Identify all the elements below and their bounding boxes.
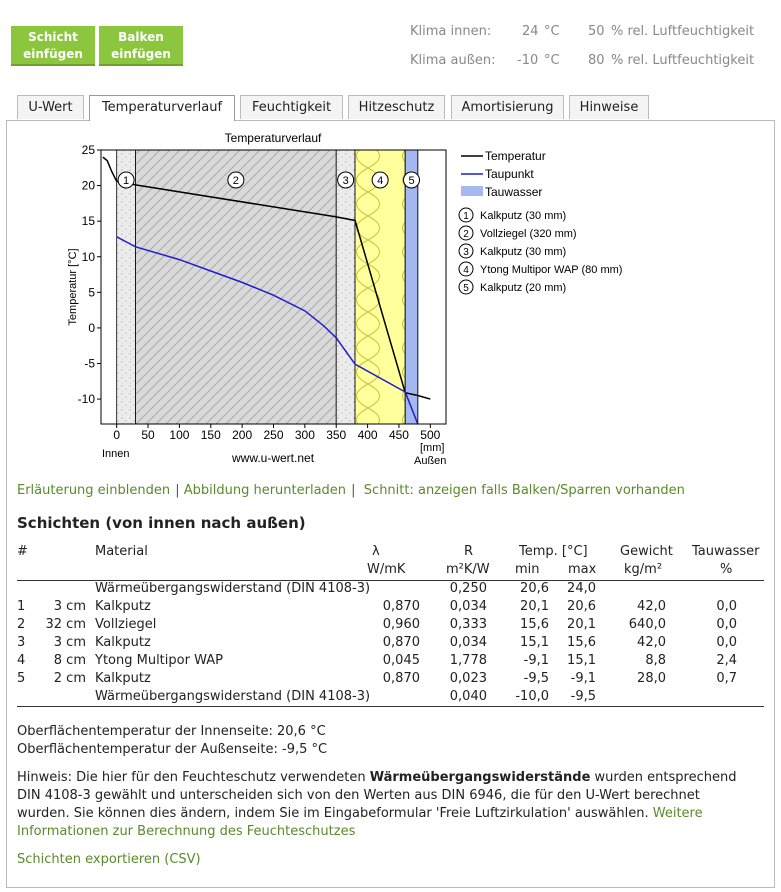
legend-label-temperatur: Temperatur	[485, 149, 546, 163]
klima-aussen-temp[interactable]: -10	[517, 53, 539, 68]
cell-thick: 2 cm	[53, 671, 86, 686]
aussen-label: Außen	[414, 455, 447, 467]
einfuegen-label: einfügen	[23, 47, 83, 61]
surface-temp-innen: Oberflächentemperatur der Innenseite: 20,6 °C	[17, 724, 326, 739]
col-gewicht-unit: kg/m²	[624, 562, 663, 577]
y-tick-label: 10	[81, 249, 95, 264]
layer-marker-number: 1	[123, 175, 130, 187]
cell-max: 15,1	[567, 653, 596, 668]
legend-label-tauwasser: Tauwasser	[485, 185, 543, 199]
col-r-header: R	[464, 544, 474, 559]
cell-min: 15,1	[520, 635, 549, 650]
tab-hitzeschutz[interactable]: Hitzeschutz	[348, 95, 445, 119]
col-tauwasser-header: Tauwasser	[692, 544, 760, 559]
surface-temp-aussen: Oberflächentemperatur der Außenseite: -9,5 °C	[17, 742, 328, 757]
cell-thick: 3 cm	[53, 599, 86, 614]
y-tick-label: 20	[81, 178, 95, 193]
klima-aussen-unit: °C	[544, 53, 560, 68]
tab-feuchtigkeit[interactable]: Feuchtigkeit	[240, 95, 343, 119]
x-tick-label: 500	[420, 428, 441, 442]
legend-layer-name: Ytong Multipor WAP (80 mm)	[480, 264, 623, 276]
col-temp-header: Temp. [°C]	[519, 544, 588, 559]
schicht-label: Schicht	[28, 30, 78, 44]
klima-innen-temp[interactable]: 24	[522, 24, 539, 39]
tab-hinweise[interactable]: Hinweise	[569, 95, 649, 119]
legend-layer-number: 2	[463, 229, 469, 240]
cell-r: 0,250	[449, 581, 487, 596]
cell-num: 2	[17, 617, 26, 632]
klima-aussen-humidity-label: % rel. Luftfeuchtigkeit	[611, 53, 755, 68]
legend-layer-name: Kalkputz (30 mm)	[480, 210, 567, 222]
y-tick-label: 0	[88, 320, 95, 335]
cell-num: 3	[17, 635, 26, 650]
separator: |	[175, 483, 184, 498]
cell-lambda: 0,870	[382, 599, 420, 614]
cell-r: 0,034	[449, 599, 487, 614]
x-tick-label: 450	[388, 428, 409, 442]
col-min-header: min	[515, 562, 540, 577]
balken-label: Balken	[118, 30, 164, 44]
cell-max: -9,1	[570, 671, 596, 686]
cell-gewicht: 8,8	[645, 653, 666, 668]
x-tick-label: 350	[326, 428, 347, 442]
cell-max: 15,6	[567, 635, 596, 650]
cell-thick: 3 cm	[53, 635, 86, 650]
cell-r: 0,333	[449, 617, 487, 632]
export-csv-link[interactable]: Schichten exportieren (CSV)	[17, 852, 201, 867]
col-num-header: #	[17, 544, 28, 559]
cell-tau: 2,4	[716, 653, 737, 668]
cell-lambda: 0,870	[382, 635, 420, 650]
footer-url: www.u-wert.net	[232, 451, 315, 465]
col-r-unit: m²K/W	[446, 562, 490, 577]
legend-layer-number: 3	[463, 247, 469, 258]
y-axis-label: Temperatur [°C]	[67, 248, 79, 326]
cell-thick: 8 cm	[53, 653, 86, 668]
cell-num: 1	[17, 599, 26, 614]
klima-innen-label: Klima innen:	[410, 24, 492, 39]
col-material-header: Material	[95, 544, 148, 559]
cell-material: Kalkputz	[95, 599, 151, 614]
cell-r: 0,034	[449, 635, 487, 650]
col-lambda-header: λ	[372, 544, 380, 559]
klima-innen-humidity[interactable]: 50	[588, 24, 605, 39]
klima-innen-humidity-label: % rel. Luftfeuchtigkeit	[611, 24, 755, 39]
x-tick-label: 250	[263, 428, 284, 442]
x-tick-label: 400	[357, 428, 378, 442]
cell-lambda: 0,960	[382, 617, 420, 632]
hinweis-text-rest: wurden entsprechend DIN 4108-3 gewählt und unterscheiden sich von den Werten aus DIN 6946, die für den U-Wert berechnet wurden. Sie können dies ändern, indem Sie im Eingabeformular 'Freie Luftzirkulation' auswählen.	[17, 770, 737, 821]
klima-innen-unit: °C	[544, 24, 560, 39]
legend-layer-name: Kalkputz (30 mm)	[480, 246, 567, 258]
cell-num: 5	[17, 671, 26, 686]
y-tick-label: 15	[81, 214, 95, 229]
col-lambda-unit: W/mK	[367, 562, 406, 577]
cell-min: 20,6	[520, 581, 549, 596]
cell-tau: 0,0	[716, 617, 737, 632]
x-tick-label: 50	[141, 428, 155, 442]
weitere-informationen-link[interactable]: Weitere Informationen zur Berechnung des Feuchteschutzes	[17, 806, 703, 839]
tab-amortisierung[interactable]: Amortisierung	[451, 95, 564, 119]
cell-max: 20,6	[567, 599, 596, 614]
cell-gewicht: 42,0	[637, 599, 666, 614]
cell-gewicht: 28,0	[637, 671, 666, 686]
legend-layer-number: 1	[463, 211, 469, 222]
cell-max: 20,1	[567, 617, 596, 632]
col-max-header: max	[568, 562, 597, 577]
cell-max: -9,5	[570, 689, 596, 704]
cell-min: 15,6	[520, 617, 549, 632]
schnitt-link[interactable]: Schnitt: anzeigen falls Balken/Sparren vorhanden	[363, 483, 685, 498]
cell-min: 20,1	[520, 599, 549, 614]
cell-material: Kalkputz	[95, 635, 151, 650]
y-tick-label: 25	[81, 143, 95, 157]
cell-min: -10,0	[515, 689, 549, 704]
layer-marker-number: 3	[342, 175, 349, 187]
x-tick-label: 0	[113, 428, 121, 442]
cell-tau: 0,0	[716, 635, 737, 650]
cell-material: Wärmeübergangswiderstand (DIN 4108-3)	[95, 581, 371, 596]
col-gewicht-header: Gewicht	[620, 544, 673, 559]
legend-layer-number: 4	[463, 265, 469, 276]
innen-label: Innen	[102, 448, 130, 460]
cell-r: 1,778	[449, 653, 487, 668]
cell-min: -9,1	[523, 653, 549, 668]
einfuegen-label: einfügen	[111, 47, 171, 61]
separator: |	[351, 483, 364, 498]
cell-gewicht: 42,0	[637, 635, 666, 650]
x-tick-label: 200	[232, 428, 253, 442]
layer-marker-number: 4	[377, 175, 384, 187]
cell-material: Kalkputz	[95, 671, 151, 686]
legend-label-taupunkt: Taupunkt	[485, 167, 534, 181]
layer-marker-number: 2	[232, 175, 239, 187]
cell-material: Ytong Multipor WAP	[95, 653, 223, 668]
x-tick-label: 300	[294, 428, 315, 442]
y-tick-label: -5	[84, 356, 95, 371]
hinweis-bold: Wärmeübergangswiderstände	[369, 770, 591, 785]
tab-u-wert[interactable]: U-Wert	[17, 95, 84, 119]
cell-min: -9,5	[523, 671, 549, 686]
cell-tau: 0,7	[716, 671, 737, 686]
x-tick-label: 100	[169, 428, 190, 442]
schichten-heading: Schichten (von innen nach außen)	[17, 514, 306, 532]
chart-title: Temperaturverlauf	[224, 131, 322, 145]
cell-lambda: 0,870	[382, 671, 420, 686]
legend-layer-name: Kalkputz (20 mm)	[480, 282, 567, 294]
klima-aussen-humidity[interactable]: 80	[588, 53, 605, 68]
hinweis-text: Hinweis: Die hier für den Feuchteschutz verwendeten	[17, 770, 370, 785]
legend-layer-name: Vollziegel (320 mm)	[480, 228, 577, 240]
hinweis-paragraph	[17, 769, 747, 841]
cell-thick: 32 cm	[45, 617, 86, 632]
cell-num: 4	[17, 653, 26, 668]
erlaeuterung-link[interactable]: Erläuterung einblenden	[17, 483, 171, 498]
col-tauwasser-unit: %	[720, 562, 733, 577]
x-tick-label: 150	[200, 428, 221, 442]
cell-r: 0,023	[449, 671, 487, 686]
cell-lambda: 0,045	[382, 653, 420, 668]
cell-tau: 0,0	[716, 599, 737, 614]
y-tick-label: -10	[77, 392, 95, 407]
klima-aussen-label: Klima außen:	[410, 53, 496, 68]
layer-marker-number: 5	[408, 175, 415, 187]
cell-material: Wärmeübergangswiderstand (DIN 4108-3)	[95, 689, 371, 704]
tab-temperaturverlauf[interactable]: Temperaturverlauf	[89, 95, 235, 121]
y-tick-label: 5	[88, 285, 95, 300]
legend-layer-number: 5	[463, 283, 469, 294]
cell-r: 0,040	[449, 689, 487, 704]
cell-material: Vollziegel	[95, 617, 157, 632]
table-bottom-divider	[17, 706, 764, 707]
abbildung-download-link[interactable]: Abbildung herunterladen	[183, 483, 347, 498]
cell-gewicht: 640,0	[628, 617, 666, 632]
x-axis-unit: [mm]	[420, 442, 445, 454]
cell-max: 24,0	[567, 581, 596, 596]
